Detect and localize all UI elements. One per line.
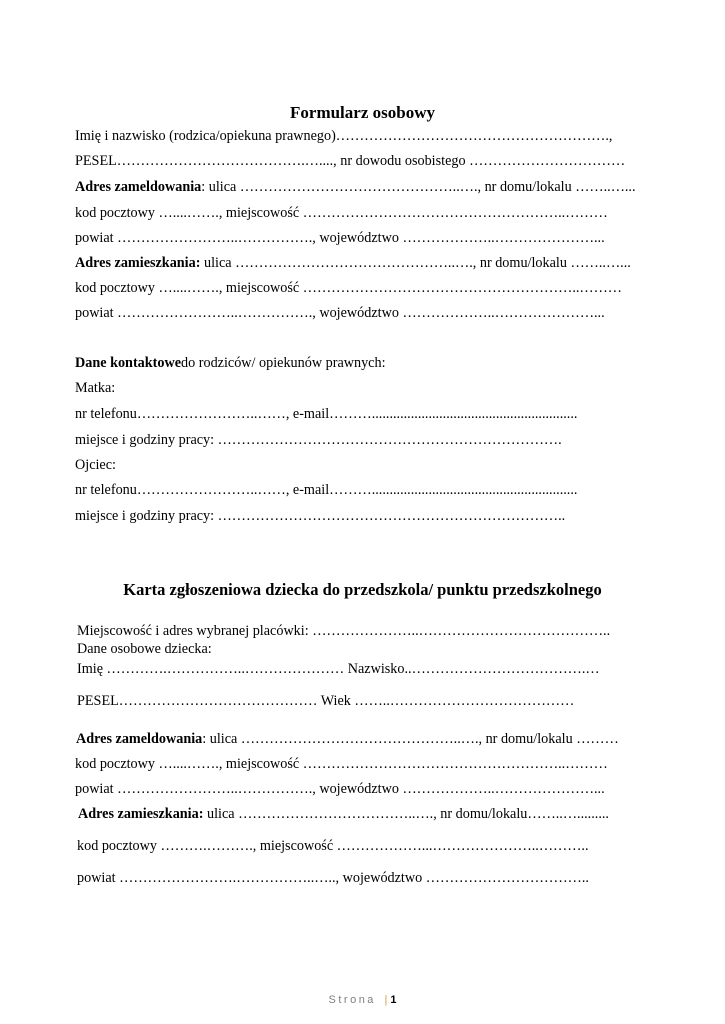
parent-name-line: Imię i nazwisko (rodzica/opiekuna prawnego)…………………………………………………., — [75, 128, 613, 144]
registered-address-street — [75, 178, 636, 196]
child-residence-street — [78, 805, 609, 823]
child-residence-county: powiat …………………….……………..….., województwo …………………………….. — [77, 870, 589, 886]
contact-heading — [75, 354, 386, 372]
footer-separator: | — [384, 994, 388, 1006]
registered-street-text: : ulica ………………………………………..…., nr domu/lokalu ……..…... — [201, 179, 636, 195]
contact-rest: do rodziców/ opiekunów prawnych: — [181, 355, 386, 371]
mother-work-line: miejsce i godziny pracy: ………………………………………………………………. — [75, 432, 562, 448]
child-registered-street — [76, 730, 619, 748]
form-title: Formularz osobowy — [290, 103, 435, 122]
child-registered-county: powiat ……………………..……………., województwo ………………..…………………... — [75, 781, 605, 797]
footer-label: Strona — [328, 994, 376, 1006]
application-card-title: Karta zgłoszeniowa dziecka do przedszkola/ punktu przedszkolnego — [123, 580, 602, 599]
father-label: Ojciec: — [75, 457, 116, 473]
mother-phone-line: nr telefonu……………………..……, e-mail……….......................................................... — [75, 406, 578, 422]
child-data-label: Dane osobowe dziecka: — [77, 641, 212, 657]
residence-county-line: powiat ……………………..……………., województwo ………………..…………………... — [75, 305, 605, 321]
father-work-line: miejsce i godziny pracy: ……………………………………………………………….. — [75, 508, 566, 524]
child-residence-street-text: ulica ………………………………..…., nr domu/lokalu……..…......... — [203, 806, 609, 822]
mother-label: Matka: — [75, 380, 116, 396]
registered-postal-line: kod pocztowy …....……., miejscowość ………………………………………………..……… — [75, 205, 608, 221]
residence-street-text: ulica ………………………………………..…., nr domu/lokalu ……..…... — [200, 255, 631, 271]
child-name-line: Imię ………….……………..………………… Nazwisko..……………………………….… — [77, 661, 600, 677]
facility-line: Miejscowość i adres wybranej placówki: …………………..………………………………….. — [77, 623, 611, 639]
residence-address-street — [75, 254, 631, 272]
registered-address-label: Adres zameldowania — [75, 179, 202, 195]
child-residence-label: Adres zamieszkania: — [78, 806, 204, 822]
registered-county-line: powiat ……………………..……………., województwo ………………..…………………... — [75, 230, 605, 246]
page-number: 1 — [390, 994, 397, 1006]
page-footer — [0, 994, 725, 1006]
child-registered-street-text: : ulica ………………………………………..…., nr domu/lokalu ……… — [202, 731, 619, 747]
child-pesel-line: PESEL…………………………………… Wiek ……..………………………………… — [77, 693, 575, 709]
child-registered-postal: kod pocztowy …....……., miejscowość ………………………………………………..……… — [75, 756, 608, 772]
residence-postal-line: kod pocztowy …....……., miejscowość …………………………………………………..……… — [75, 280, 622, 296]
child-registered-label: Adres zameldowania — [76, 731, 203, 747]
residence-address-label: Adres zamieszkania: — [75, 255, 201, 271]
father-phone-line: nr telefonu……………………..……, e-mail……….......................................................... — [75, 482, 578, 498]
child-residence-postal: kod pocztowy ……….………., miejscowość ………………...…………………..……….. — [77, 838, 589, 854]
contact-label: Dane kontaktowe — [75, 355, 182, 371]
parent-pesel-line: PESEL………………………………….…...., nr dowodu osobistego …………………………… — [75, 153, 626, 169]
